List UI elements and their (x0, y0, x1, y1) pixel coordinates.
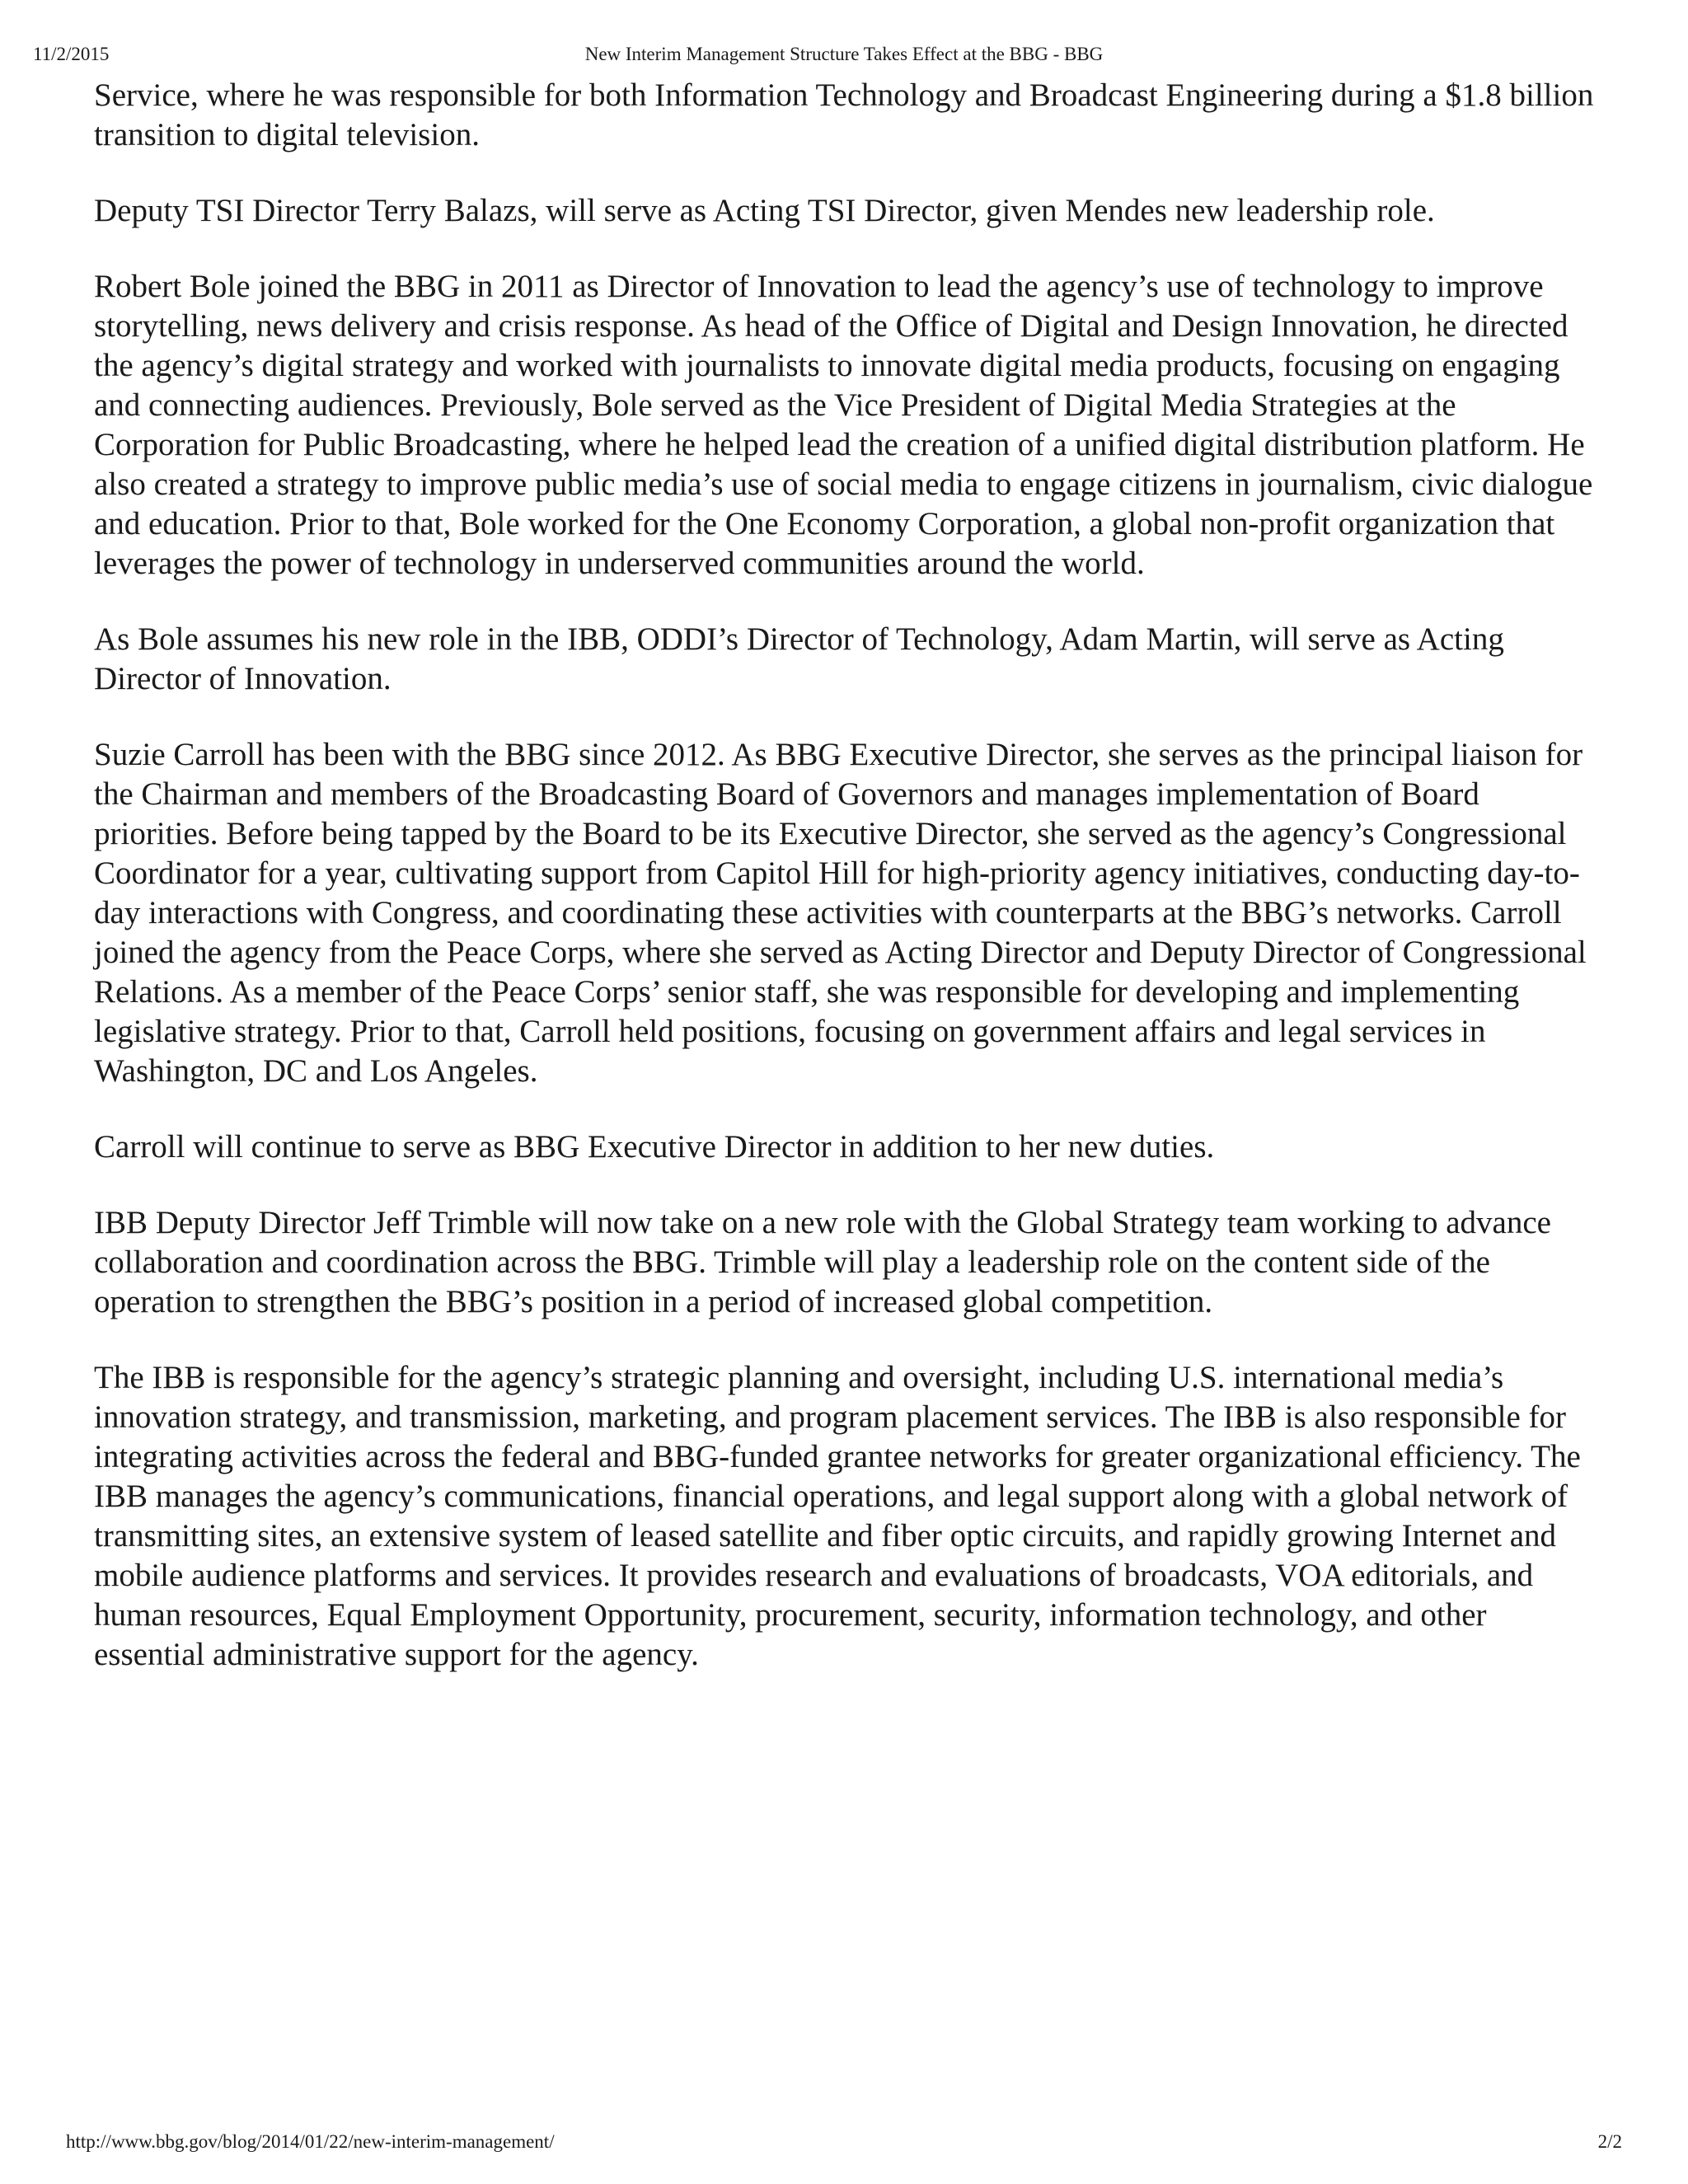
print-header (0, 41, 1688, 68)
article-body (94, 76, 1602, 1711)
paragraph-martin: As Bole assumes his new role in the IBB, ODDI’s Director of Technology, Adam Martin, will serve as Acting Director of Innovation. (94, 621, 1504, 696)
page-title: New Interim Management Structure Takes Effect at the BBG - BBG (584, 44, 1104, 64)
paragraph-balazs: Deputy TSI Director Terry Balazs, will serve as Acting TSI Director, given Mendes new leadership role. (94, 193, 1435, 228)
page-url: http://www.bbg.gov/blog/2014/01/22/new-interim-management/ (66, 2131, 555, 2152)
page-number: 2/2 (1597, 2131, 1622, 2152)
paragraph-carroll-duties: Carroll will continue to serve as BBG Executive Director in addition to her new duties. (94, 1129, 1215, 1165)
paragraph-ibb: The IBB is responsible for the agency’s strategic planning and oversight, including U.S. international media’s innovation strategy, and transmission, marketing, and program placement services. The IBB is also responsible for integrating activities across the federal and BBG-funded grantee networks for greater organizational efficiency. The IBB manages the agency’s communications, financial operations, and legal support along with a global network of transmitting sites, an extensive system of leased satellite and fiber optic circuits, and rapidly growing Internet and mobile audience platforms and services. It provides research and evaluations of broadcasts, VOA editorials, and human resources, Equal Employment Opportunity, procurement, security, information technology, and other essential administrative support for the agency. (94, 1360, 1581, 1672)
paragraph-trimble: IBB Deputy Director Jeff Trimble will now take on a new role with the Global Strategy team working to advance collaboration and coordination across the BBG. Trimble will play a leadership role on the content side of the operation to strengthen the BBG’s position in a period of increased global competition. (94, 1205, 1551, 1319)
print-footer (0, 2129, 1688, 2155)
paragraph-service-transition: Service, where he was responsible for both Information Technology and Broadcast Engineering during a $1.8 billion transition to digital television. (94, 77, 1594, 152)
print-date: 11/2/2015 (33, 44, 110, 64)
paragraph-carroll-bio: Suzie Carroll has been with the BBG since 2012. As BBG Executive Director, she serves as the principal liaison for the Chairman and members of the Broadcasting Board of Governors and manages implementation of Board priorities. Before being tapped by the Board to be its Executive Director, she served as the agency’s Congressional Coordinator for a year, cultivating support from Capitol Hill for high-priority agency initiatives, conducting day-to-day interactions with Congress, and coordinating these activities with counterparts at the BBG’s networks. Carroll joined the agency from the Peace Corps, where she served as Acting Director and Deputy Director of Congressional Relations. As a member of the Peace Corps’ senior staff, she was responsible for developing and implementing legislative strategy. Prior to that, Carroll held positions, focusing on government affairs and legal services in Washington, DC and Los Angeles. (94, 737, 1587, 1089)
paragraph-bole-bio: Robert Bole joined the BBG in 2011 as Director of Innovation to lead the agency’s use of technology to improve storytelling, news delivery and crisis response. As head of the Office of Digital and Design Innovation, he directed the agency’s digital strategy and worked with journalists to innovate digital media products, focusing on engaging and connecting audiences. Previously, Bole served as the Vice President of Digital Media Strategies at the Corporation for Public Broadcasting, where he helped lead the creation of a unified digital distribution platform. He also created a strategy to improve public media’s use of social media to engage citizens in journalism, civic dialogue and education. Prior to that, Bole worked for the One Economy Corporation, a global non-profit organization that leverages the power of technology in underserved communities around the world. (94, 269, 1593, 581)
